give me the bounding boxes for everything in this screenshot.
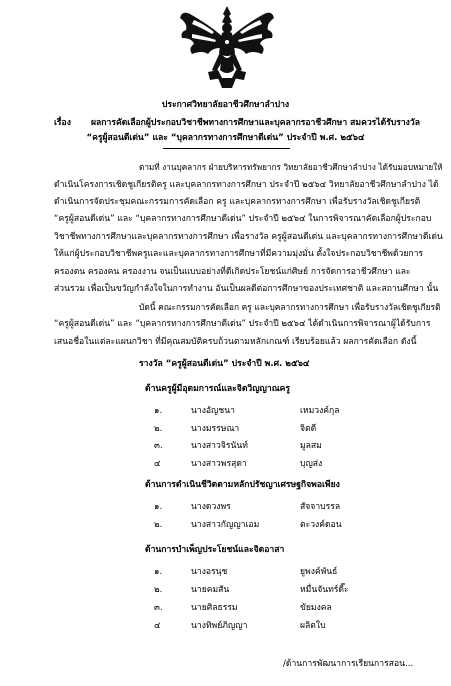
item-number: ๑. <box>154 406 163 416</box>
category-title: ด้านการบำเพ็ญประโยชน์และจิตอาสา <box>145 545 285 555</box>
paragraph-line: เสนอชื่อในแต่ละแผนกวิชา ที่มีคุณสมบัติครบถ้วนตามหลักเกณฑ์ เรียบร้อยแล้ว ผลการคัดเลือก ดังนี้ <box>54 337 417 347</box>
paragraph-line: ครองตน ครองคน ครองงาน จนเป็นแบบอย่างที่ดีเกิดประโยชน์แก่ศิษย์ การจัดการอาชีวศึกษา และ <box>54 267 411 277</box>
item-number: ๑. <box>154 502 163 512</box>
header-divider <box>163 148 290 149</box>
paragraph-line: ให้แก่ผู้ประกอบวิชาชีพครูและและบุคลากรทางการศึกษาที่มีความมุ่งมั่น ตั้งใจประกอบวิชาชีพด้วยการ <box>54 249 424 259</box>
person-first-name: นางสาวกัญญาเอม <box>191 520 260 530</box>
item-number: ๑. <box>154 567 163 577</box>
paragraph-line: “ครูผู้สอนดีเด่น” และ “บุคลากรทางการศึกษาดีเด่น” ประจำปี ๒๕๖๔ ได้ดำเนินการพิจารณาผู้ได้รับการ <box>54 319 431 329</box>
paragraph-line: ดำเนินการจัดประชุมคณะกรรมการคัดเลือก ครู และบุคลากรทางการศึกษา เพื่อรับรางวัลเชิดชูเกียรติ <box>54 197 421 207</box>
category-title: ด้านครูผู้มีอุดมการณ์และจิตวิญญาณครู <box>145 384 291 394</box>
subject-line-1: ผลการคัดเลือกผู้ประกอบวิชาชีพทางการศึกษาและบุคลากรอาชีวศึกษา สมควรได้รับรางวัล <box>91 118 420 128</box>
item-number: ๔ <box>154 621 161 631</box>
person-last-name: บุญส่ง <box>300 459 323 469</box>
paragraph-line: ดำเนินโครงการเชิดชูเกียรติครู และบุคลากรทางการศึกษา ประจำปี ๒๕๖๔ วิทยาลัยอาชีวศึกษาลำปาง ได้ <box>54 180 439 190</box>
paragraph-line: “ครูผู้สอนดีเด่น” และ “บุคลากรทางการศึกษาดีเด่น” ประจำปี ๒๕๖๔ ในการพิจารณาคัดเลือกผู้ประกอบ <box>54 214 432 224</box>
subject-line-2: “ครูผู้สอนดีเด่น” และ “บุคลากรทางการศึกษาดีเด่น” ประจำปี พ.ศ. ๒๕๖๔ <box>86 133 365 143</box>
person-last-name: ยูพงค์พันธ์ <box>300 567 338 577</box>
continuation-note: /ด้านการพัฒนาการเรียนการสอน... <box>283 659 414 669</box>
person-last-name: มูลสม <box>300 441 322 451</box>
person-first-name: นางสาวพรสุดา <box>191 459 247 469</box>
subject-label: เรื่อง <box>54 118 71 128</box>
paragraph-line: ตามที่ งานบุคลากร ฝ่ายบริหารทรัพยากร วิทยาลัยอาชีวศึกษาลำปาง ได้รับมอบหมายให้ <box>139 162 443 172</box>
award-heading: รางวัล “ครูผู้สอนดีเด่น” ประจำปี พ.ศ. ๒๕๖๔ <box>139 359 310 369</box>
category-title: ด้านการดำเนินชีวิตตามหลักปรัชญาเศรษฐกิจพอเพียง <box>145 480 340 490</box>
paragraph-line: บัดนี้ คณะกรรมการคัดเลือก ครู และบุคลากรทางการศึกษา เพื่อรับรางวัลเชิดชูเกียรติ <box>139 302 441 312</box>
paragraph-line: ส่วนรวม เพื่อเป็นขวัญกำลังใจในการทำงาน อันเป็นผลดีต่อการศึกษาของประเทศชาติ และสถานศึกษา นั้น <box>54 284 439 294</box>
person-first-name: นางดวงพร <box>191 502 231 512</box>
person-last-name: เหมวงค์กุล <box>300 406 340 416</box>
person-first-name: นางอรนุช <box>191 567 228 577</box>
person-last-name: จิตดี <box>300 424 317 434</box>
person-last-name: ตะวงค์ดอน <box>300 520 342 530</box>
person-first-name: นายศิลธรรม <box>191 603 238 613</box>
person-first-name: นางอัญชนา <box>191 406 235 416</box>
person-first-name: นายคมสัน <box>191 585 230 595</box>
person-first-name: นางทิพย์ภิญญา <box>191 621 248 631</box>
person-first-name: นางมรรษณา <box>191 424 240 434</box>
garuda-emblem-icon <box>178 2 276 90</box>
item-number: ๓. <box>154 603 163 613</box>
announcement-title: ประกาศวิทยาลัยอาชีวศึกษาลำปาง <box>161 100 290 110</box>
person-last-name: หมื่นจันทร์ดี๊ะ <box>300 585 349 595</box>
item-number: ๒. <box>154 585 163 595</box>
item-number: ๒. <box>154 424 163 434</box>
paragraph-line: วิชาชีพทางการศึกษาและบุคลากรทางการศึกษา เพื่อรางวัล ครูผู้สอนดีเด่น และบุคลากรทางการศึกษาดีเด่น <box>54 232 443 242</box>
item-number: ๓. <box>154 441 163 451</box>
person-first-name: นางสาวจิรนันท์ <box>191 441 248 451</box>
person-last-name: ผลิตใบ <box>300 621 326 631</box>
item-number: ๔ <box>154 459 161 469</box>
item-number: ๒. <box>154 520 163 530</box>
person-last-name: สัจจาบรรล <box>300 502 341 512</box>
person-last-name: ขัยมงคล <box>300 603 332 613</box>
